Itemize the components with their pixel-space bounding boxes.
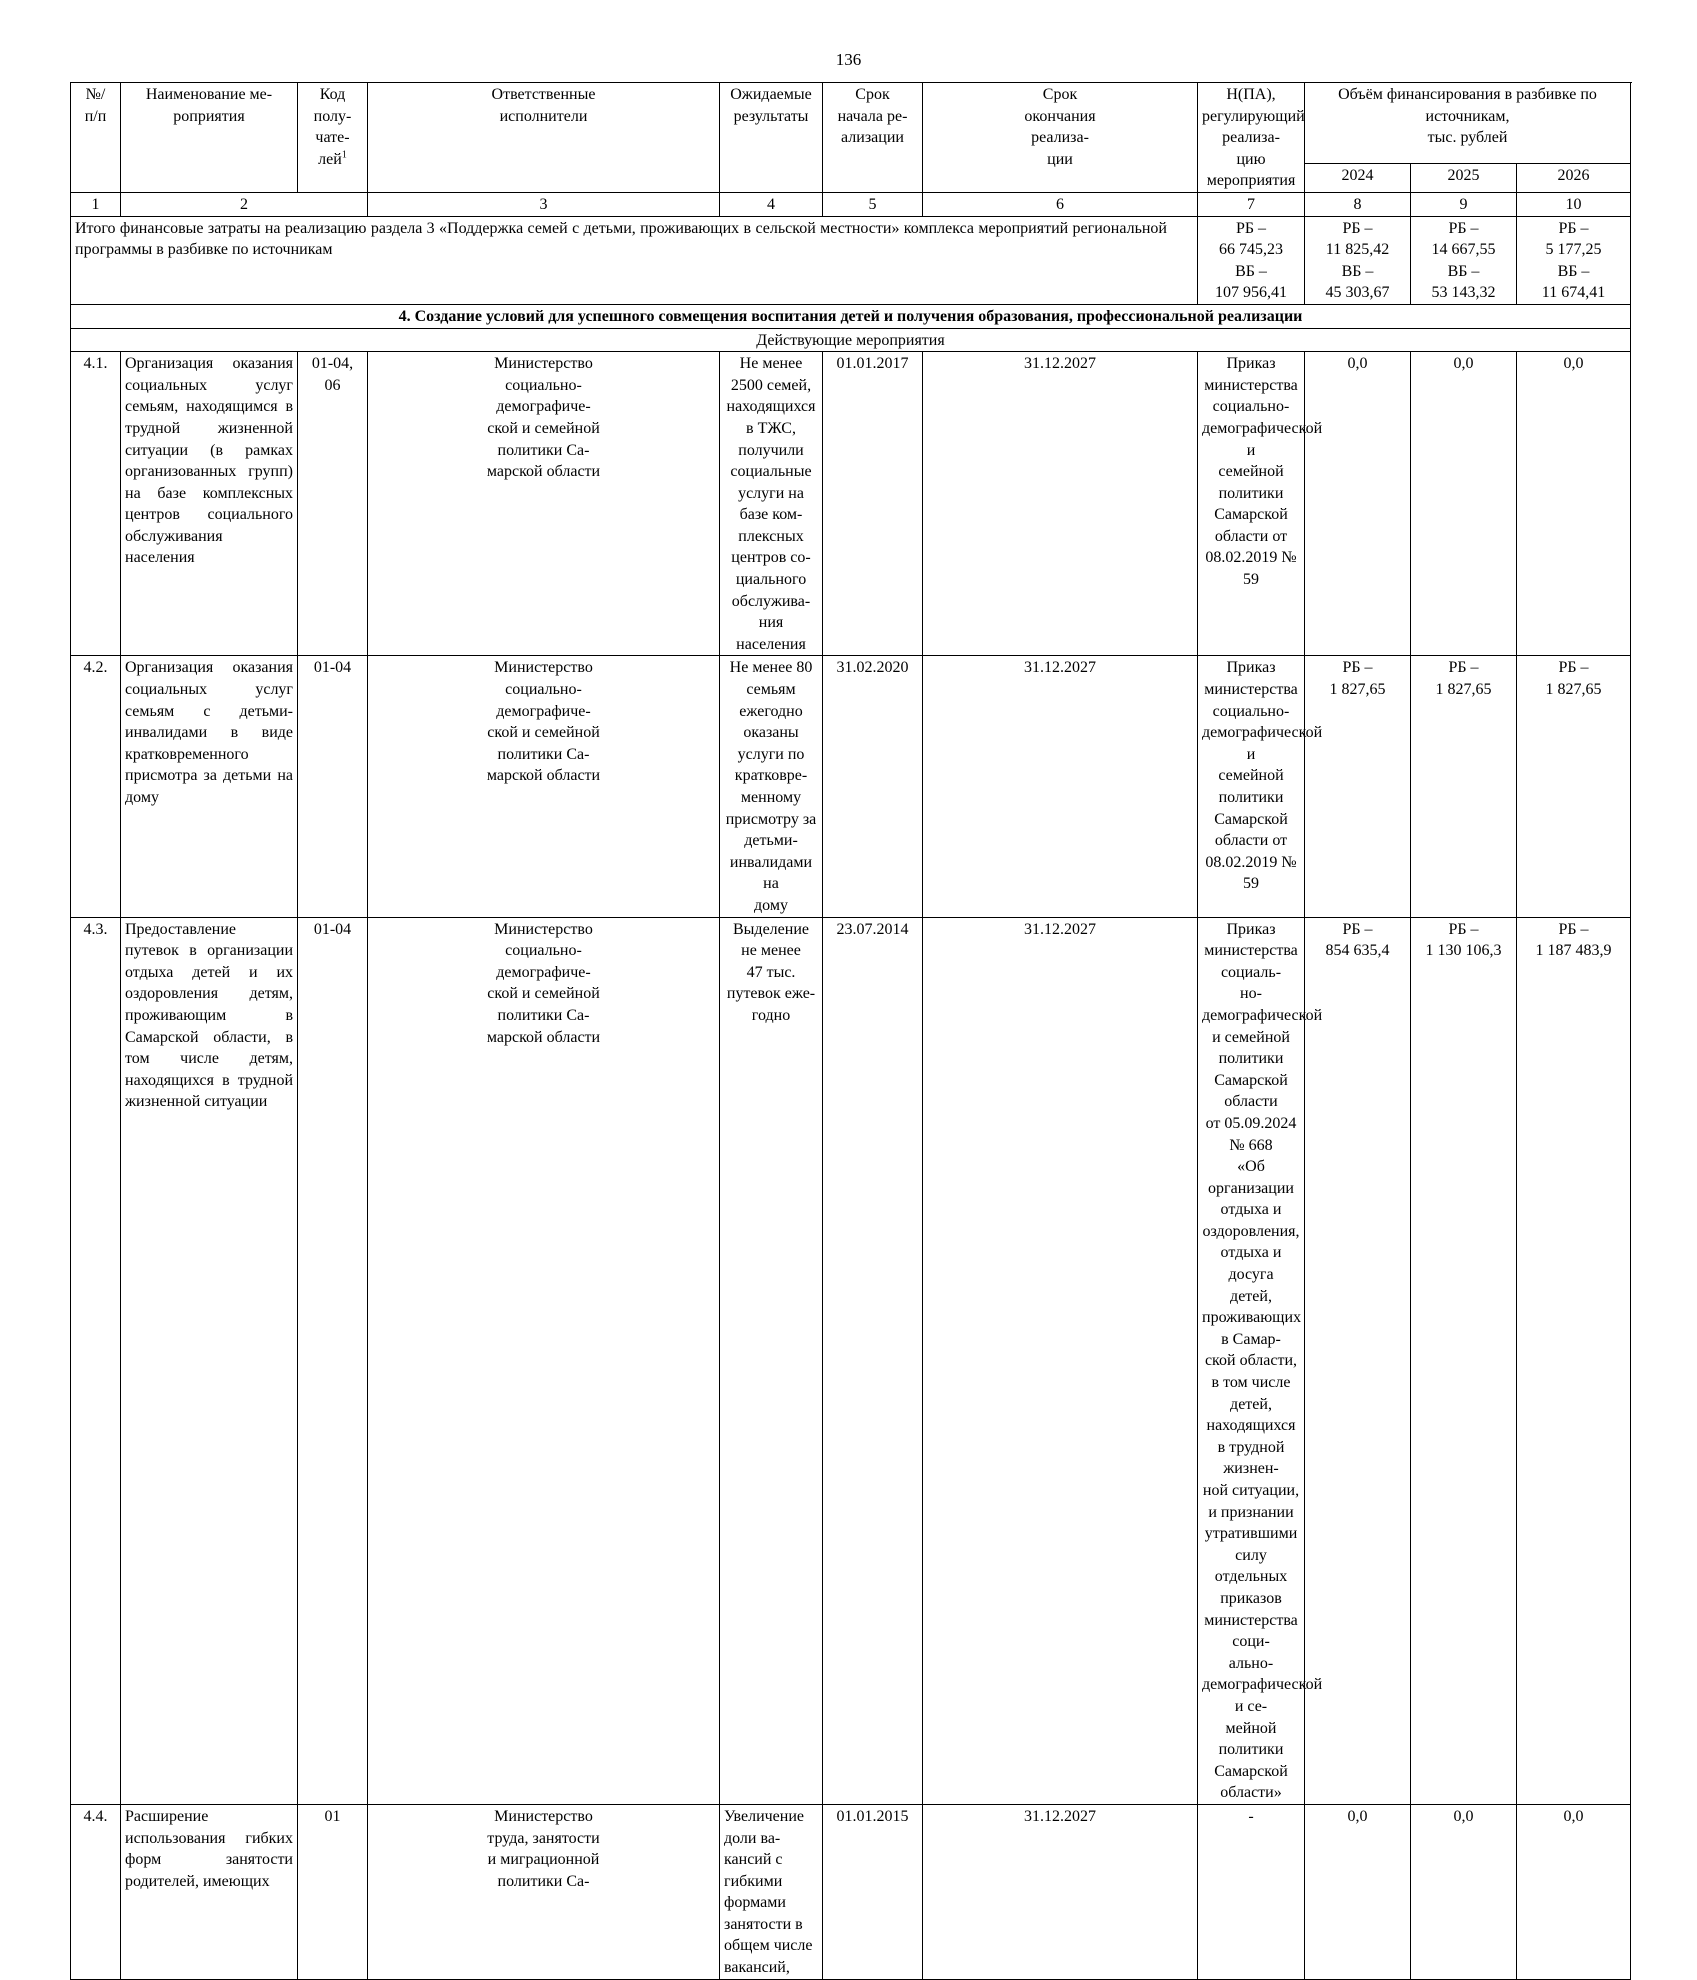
row-funding-2025: 0,0: [1411, 1804, 1517, 1979]
column-index: 9: [1411, 192, 1517, 216]
row-activity-name: Предоставление путевок в организации отдыха детей и их оздоровления детям, проживающим в Самарской области, в том числе детям, находящихся в трудной жизненной ситуации: [121, 917, 298, 1804]
page-number: 136: [835, 50, 862, 69]
header-code-text: Код полу- чате- лей: [313, 86, 352, 168]
row-funding-2025: РБ – 1 827,65: [1411, 656, 1517, 917]
row-funding-2024: 0,0: [1305, 1804, 1411, 1979]
table-row: [71, 917, 1631, 1804]
total-row-label: Итого финансовые затраты на реализацию раздела 3 «Поддержка семей с детьми, проживающих в сельской местности» комплекса мероприятий региональной программы в разбивке по источникам: [71, 216, 1198, 304]
row-end-date: 31.12.2027: [923, 656, 1198, 917]
row-funding-2026: РБ – 1 187 483,9: [1517, 917, 1631, 1804]
column-index: 8: [1305, 192, 1411, 216]
column-index: 7: [1198, 192, 1305, 216]
header-year-2025: 2025: [1411, 164, 1517, 193]
row-executor: Министерство социально- демографиче- ской и семейной политики Са- марской области: [368, 656, 720, 917]
header-npa: Н(ПА), регулирующий реализа- цию мероприятия: [1198, 83, 1305, 193]
subsection-row: [71, 328, 1631, 352]
row-funding-2024: РБ – 854 635,4: [1305, 917, 1411, 1804]
header-end: Срок окончания реализа- ции: [923, 83, 1198, 193]
row-start-date: 23.07.2014: [823, 917, 923, 1804]
header-name: Наименование ме- роприятия: [121, 83, 298, 193]
row-number: 4.4.: [71, 1804, 121, 1979]
row-executor: Министерство труда, занятости и миграционной политики Са-: [368, 1804, 720, 1979]
row-expected-result: Не менее 2500 семей, находящихся в ТЖС, получили социальные услуги на базе ком- плексных центров со- циального обслужива- ния населения: [720, 352, 823, 656]
column-index: 2: [121, 192, 368, 216]
row-end-date: 31.12.2027: [923, 352, 1198, 656]
row-regulation: -: [1198, 1804, 1305, 1979]
table-row: [71, 1804, 1631, 1979]
header-results: Ожидаемые результаты: [720, 83, 823, 193]
total-value-2025: РБ – 11 825,42 ВБ – 45 303,67: [1305, 216, 1411, 304]
subsection-title: Действующие мероприятия: [71, 328, 1631, 352]
column-index: 10: [1517, 192, 1631, 216]
header-num: №/ п/п: [71, 83, 121, 193]
row-regulation: Приказ министерства социально-демографической и семейной политики Самарской области от 08.02.2019 № 59: [1198, 352, 1305, 656]
row-expected-result: Выделение не менее 47 тыс. путевок еже- годно: [720, 917, 823, 1804]
header-funding: Объём финансирования в разбивке по источникам, тыс. рублей: [1305, 83, 1631, 164]
row-expected-result: Увеличение доли ва- кансий с гибкими формами занятости в общем числе вакансий,: [720, 1804, 823, 1979]
row-number: 4.2.: [71, 656, 121, 917]
total-value-2027: РБ – 5 177,25 ВБ – 11 674,41: [1517, 216, 1631, 304]
total-row: [71, 216, 1631, 304]
header-year-2026: 2026: [1517, 164, 1631, 193]
row-recipient-code: 01-04, 06: [298, 352, 368, 656]
table-row: [71, 352, 1631, 656]
row-regulation: Приказ министерства социально-демографической и семейной политики Самарской области от 08.02.2019 № 59: [1198, 656, 1305, 917]
column-index: 1: [71, 192, 121, 216]
row-recipient-code: 01: [298, 1804, 368, 1979]
table-header-row: [71, 83, 1631, 164]
header-year-2024: 2024: [1305, 164, 1411, 193]
row-executor: Министерство социально- демографиче- ской и семейной политики Са- марской области: [368, 917, 720, 1804]
row-number: 4.3.: [71, 917, 121, 1804]
table-row: [71, 656, 1631, 917]
row-expected-result: Не менее 80 семьям ежегодно оказаны услуги по кратковре- менному присмотру за детьми-инвалидами на дому: [720, 656, 823, 917]
total-value-2026: РБ – 14 667,55 ВБ – 53 143,32: [1411, 216, 1517, 304]
row-activity-name: Расширение использования гибких форм занятости родителей, имеющих: [121, 1804, 298, 1979]
section-title: 4. Создание условий для успешного совмещения воспитания детей и получения образования, профессиональной реализации: [71, 304, 1631, 328]
row-funding-2025: РБ – 1 130 106,3: [1411, 917, 1517, 1804]
row-funding-2025: 0,0: [1411, 352, 1517, 656]
header-start: Срок начала ре- ализации: [823, 83, 923, 193]
header-executors: Ответственные исполнители: [368, 83, 720, 193]
row-funding-2026: 0,0: [1517, 352, 1631, 656]
row-funding-2024: РБ – 1 827,65: [1305, 656, 1411, 917]
row-activity-name: Организация оказания социальных услуг семьям, находящимся в трудной жизненной ситуации (в рамках организованных групп) на базе комплексных центров социального обслуживания населения: [121, 352, 298, 656]
total-value-2024: РБ – 66 745,23 ВБ – 107 956,41: [1198, 216, 1305, 304]
row-recipient-code: 01-04: [298, 917, 368, 1804]
header-code-footnote: 1: [341, 149, 347, 161]
row-funding-2024: 0,0: [1305, 352, 1411, 656]
column-index: 5: [823, 192, 923, 216]
column-index: 6: [923, 192, 1198, 216]
row-end-date: 31.12.2027: [923, 917, 1198, 1804]
row-activity-name: Организация оказания социальных услуг семьям с детьми-инвалидами в виде кратковременного присмотра за детьми на дому: [121, 656, 298, 917]
row-recipient-code: 01-04: [298, 656, 368, 917]
row-start-date: 01.01.2015: [823, 1804, 923, 1979]
column-index: 4: [720, 192, 823, 216]
row-number: 4.1.: [71, 352, 121, 656]
row-funding-2026: РБ – 1 827,65: [1517, 656, 1631, 917]
header-code: [298, 83, 368, 193]
program-table: [70, 82, 1631, 1980]
row-end-date: 31.12.2027: [923, 1804, 1198, 1979]
section-row: [71, 304, 1631, 328]
row-executor: Министерство социально- демографиче- ской и семейной политики Са- марской области: [368, 352, 720, 656]
row-start-date: 31.02.2020: [823, 656, 923, 917]
row-regulation: Приказ министерства социаль- но-демографической и семейной политики Самарской области от 05.09.2024 № 668 «Об организации отдыха и оздоровления, отдыха и досуга детей, проживающих в Самар- ской области, в том числе детей, находящихся в трудной жизнен- ной ситуации, и признании утратившими силу отдельных приказов министерства соци- ально-демографической и се- мейной политики Самарской области»: [1198, 917, 1305, 1804]
column-index: 3: [368, 192, 720, 216]
row-start-date: 01.01.2017: [823, 352, 923, 656]
row-funding-2026: 0,0: [1517, 1804, 1631, 1979]
column-index-row: [71, 192, 1631, 216]
